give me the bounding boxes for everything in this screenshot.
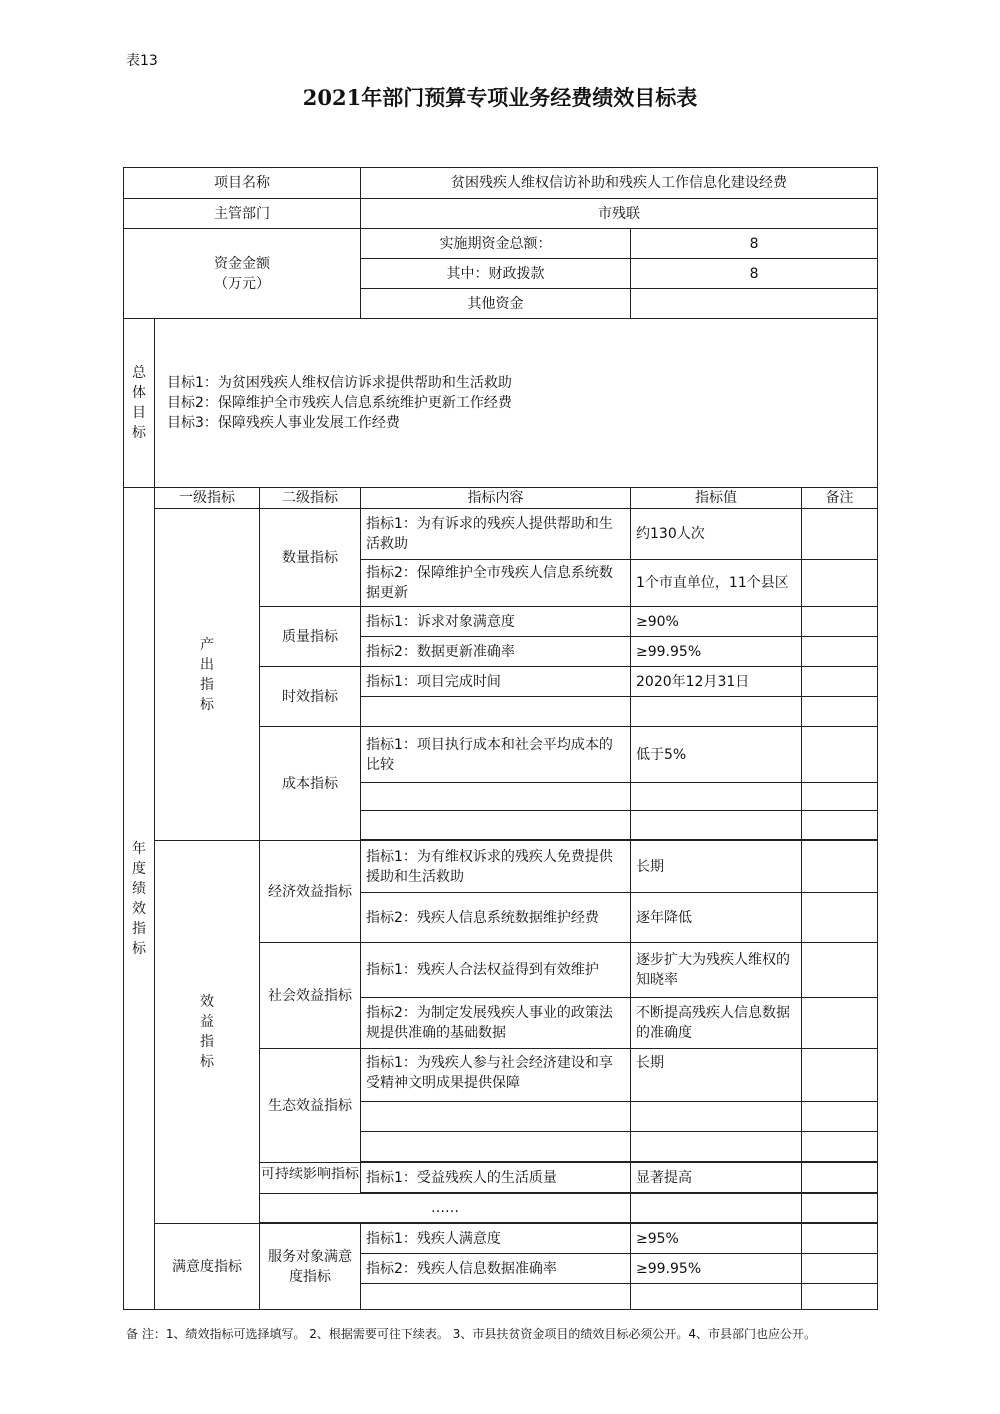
indicator-content <box>361 1284 631 1310</box>
indicator-value <box>631 697 802 727</box>
indicator-value <box>631 1102 802 1132</box>
indicator-remark <box>802 1224 878 1254</box>
table-row <box>124 509 878 560</box>
indicator-value: 不断提高残疾人信息数据的准确度 <box>631 998 802 1049</box>
indicator-remark <box>802 509 878 560</box>
header-content: 指标内容 <box>361 488 631 509</box>
indicator-remark <box>802 783 878 811</box>
goal-item: 目标3：保障残疾人事业发展工作经费 <box>167 415 400 431</box>
indicator-content: 指标2：残疾人信息数据准确率 <box>361 1254 631 1284</box>
indicator-remark <box>802 1132 878 1162</box>
footnote: 备 注：1、绩效指标可选择填写。 2、根据需要可往下续表。 3、市县扶贫资金项目的绩效目标必须公开。4、市县部门也应公开。 <box>126 1327 816 1341</box>
indicator-remark <box>802 1284 878 1310</box>
indicator-value: ≥95% <box>631 1224 802 1254</box>
quantity-indicator-label: 数量指标 <box>260 509 361 607</box>
indicator-remark <box>802 1049 878 1102</box>
economic-benefit-label: 经济效益指标 <box>260 841 361 943</box>
indicator-content: 指标1：受益残疾人的生活质量 <box>361 1163 631 1193</box>
department-value: 市残联 <box>361 199 878 229</box>
indicator-content: 指标1：项目完成时间 <box>361 667 631 697</box>
indicator-remark <box>802 697 878 727</box>
indicator-content: 指标2：残疾人信息系统数据维护经费 <box>361 893 631 943</box>
other-funds-value <box>631 289 878 319</box>
indicator-value: 2020年12月31日 <box>631 667 802 697</box>
quality-indicator-label: 质量指标 <box>260 607 361 667</box>
indicator-value <box>631 811 802 840</box>
indicator-content: 指标1：残疾人满意度 <box>361 1224 631 1254</box>
indicator-content <box>361 1132 631 1162</box>
indicator-content: 指标2：为制定发展残疾人事业的政策法规提供准确的基础数据 <box>361 998 631 1049</box>
overall-goals-content <box>155 319 878 488</box>
indicator-content: 指标2：数据更新准确率 <box>361 637 631 667</box>
project-name-label: 项目名称 <box>124 168 361 199</box>
indicator-value: ≥90% <box>631 607 802 637</box>
funds-label <box>124 229 361 319</box>
sustainable-impact-label <box>260 1163 361 1194</box>
table-row <box>124 1224 878 1254</box>
output-indicators-label: 产 出 指 标 <box>155 509 260 841</box>
header-level2: 二级指标 <box>260 488 361 509</box>
table-row <box>124 841 878 893</box>
project-name-row <box>124 168 878 199</box>
overall-goals-row <box>124 319 878 488</box>
indicator-value: 约130人次 <box>631 509 802 560</box>
indicator-value: 逐步扩大为残疾人维权的知晓率 <box>631 943 802 998</box>
indicator-content: 指标1：为有维权诉求的残疾人免费提供援助和生活救助 <box>361 841 631 893</box>
timeliness-indicator-label: 时效指标 <box>260 667 361 727</box>
funds-label-main: 资金金额 <box>214 255 270 272</box>
indicator-value: 低于5% <box>631 727 802 783</box>
indicator-content: 指标2：保障维护全市残疾人信息系统数据更新 <box>361 560 631 607</box>
funds-label-unit: （万元） <box>214 275 270 292</box>
indicator-content: 指标1：诉求对象满意度 <box>361 607 631 637</box>
goal-item: 目标1：为贫困残疾人维权信访诉求提供帮助和生活救助 <box>167 375 512 391</box>
service-satisfaction-label: 服务对象满意度指标 <box>260 1224 361 1310</box>
page-title: 2021年部门预算专项业务经费绩效目标表 <box>302 85 698 110</box>
department-label: 主管部门 <box>124 199 361 229</box>
ecological-benefit-label: 生态效益指标 <box>260 1049 361 1163</box>
annual-indicators-label: 年 度 绩 效 指 标 <box>124 488 155 1310</box>
indicator-content <box>361 1102 631 1132</box>
department-row <box>124 199 878 229</box>
indicator-value: 长期 <box>631 841 802 893</box>
indicator-remark <box>802 637 878 667</box>
indicator-content <box>361 811 631 840</box>
indicator-remark <box>802 811 878 840</box>
indicator-remark <box>802 727 878 783</box>
indicator-content: 指标1：项目执行成本和社会平均成本的比较 <box>361 727 631 783</box>
indicator-content: 指标1：为有诉求的残疾人提供帮助和生活救助 <box>361 509 631 560</box>
indicator-content: 指标1：残疾人合法权益得到有效维护 <box>361 943 631 998</box>
cost-indicator-label: 成本指标 <box>260 727 361 841</box>
indicator-content <box>361 783 631 811</box>
indicator-value <box>631 783 802 811</box>
project-name-value: 贫困残疾人维权信访补助和残疾人工作信息化建设经费 <box>361 168 878 199</box>
indicator-value <box>631 1194 802 1223</box>
indicator-remark <box>802 560 878 607</box>
total-funds-value: 8 <box>631 229 878 259</box>
social-benefit-label: 社会效益指标 <box>260 943 361 1049</box>
funds-total-row <box>124 229 878 259</box>
indicator-content <box>361 697 631 727</box>
fiscal-funds-label: 其中：财政拨款 <box>361 259 631 289</box>
indicator-value: 逐年降低 <box>631 893 802 943</box>
indicator-value: 显著提高 <box>631 1163 802 1193</box>
indicator-remark <box>802 667 878 697</box>
indicator-content: 指标1：为残疾人参与社会经济建设和享受精神文明成果提供保障 <box>361 1049 631 1102</box>
indicator-remark <box>802 1254 878 1284</box>
indicator-value <box>631 1132 802 1162</box>
indicator-remark <box>802 943 878 998</box>
indicator-remark <box>802 1102 878 1132</box>
indicator-value: ≥99.95% <box>631 1254 802 1284</box>
overall-goals-label: 总 体 目 标 <box>124 319 155 488</box>
indicator-remark <box>802 841 878 893</box>
fiscal-funds-value: 8 <box>631 259 878 289</box>
indicator-value <box>631 1284 802 1310</box>
table-number: 表13 <box>126 53 158 69</box>
other-funds-label: 其他资金 <box>361 289 631 319</box>
indicator-remark <box>802 893 878 943</box>
performance-target-table <box>123 167 878 1310</box>
more-indicators-ellipsis: …… <box>260 1194 631 1223</box>
goal-item: 目标2：保障维护全市残疾人信息系统维护更新工作经费 <box>167 395 512 411</box>
header-remark: 备注 <box>802 488 878 509</box>
indicator-remark <box>802 1194 878 1223</box>
indicator-value: 1个市直单位，11个县区 <box>631 560 802 607</box>
indicator-remark <box>802 607 878 637</box>
header-level1: 一级指标 <box>155 488 260 509</box>
indicator-remark <box>802 998 878 1049</box>
indicator-value: ≥99.95% <box>631 637 802 667</box>
indicator-remark <box>802 1163 878 1193</box>
indicator-header-row <box>124 488 878 509</box>
sustainable-impact-text: 可持续影响指标 <box>261 1167 359 1182</box>
satisfaction-indicators-label: 满意度指标 <box>155 1224 260 1310</box>
indicator-value: 长期 <box>631 1049 802 1102</box>
benefit-indicators-label: 效 益 指 标 <box>155 841 260 1224</box>
header-value: 指标值 <box>631 488 802 509</box>
total-funds-label: 实施期资金总额： <box>361 229 631 259</box>
